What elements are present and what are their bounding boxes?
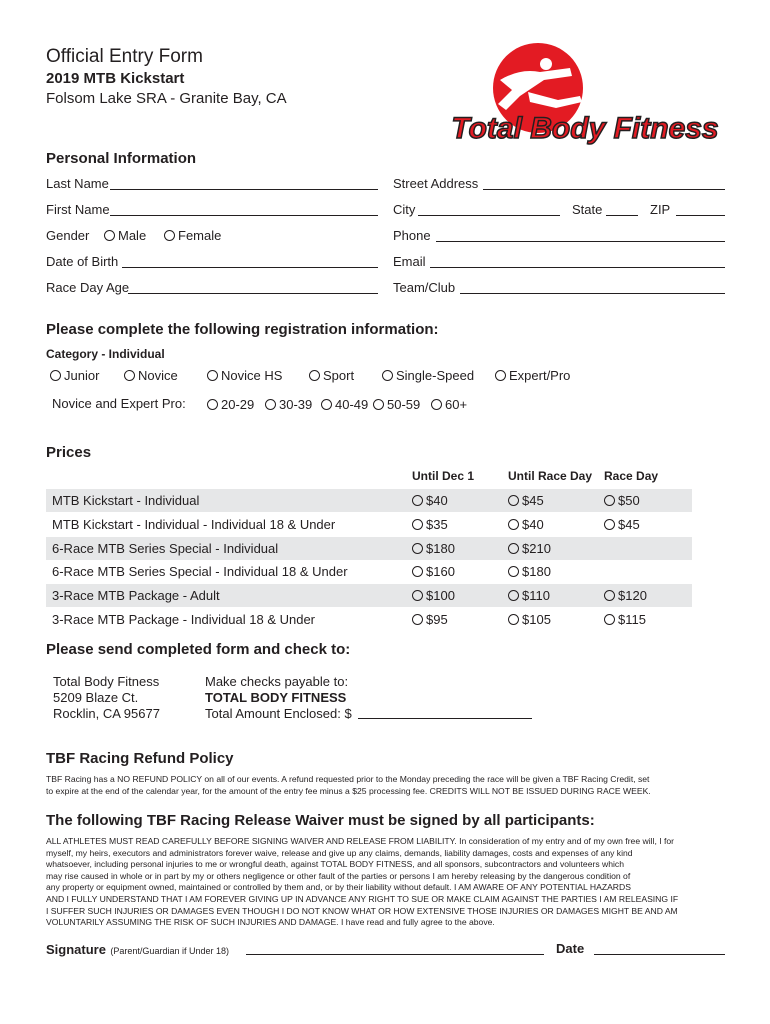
radio-icon[interactable] <box>604 590 615 601</box>
prices-heading: Prices <box>46 444 92 461</box>
price-option[interactable]: $45 <box>604 517 640 532</box>
price-option[interactable]: $50 <box>604 493 640 508</box>
radio-icon[interactable] <box>207 370 218 381</box>
radio-icon[interactable] <box>508 543 519 554</box>
mail-address: Total Body Fitness 5209 Blaze Ct. Rocklin, CA 95677 <box>53 674 160 721</box>
total-body-fitness-logo <box>440 40 730 150</box>
radio-icon[interactable] <box>104 230 115 241</box>
price-option[interactable]: $180 <box>412 541 455 556</box>
price-option[interactable]: $45 <box>508 493 544 508</box>
radio-icon[interactable] <box>309 370 320 381</box>
age-60-plus-option[interactable]: 60+ <box>431 397 467 412</box>
price-option[interactable]: $120 <box>604 588 647 603</box>
age-30-39-option[interactable]: 30-39 <box>265 397 312 412</box>
radio-icon[interactable] <box>412 519 423 530</box>
email-field[interactable] <box>430 267 725 268</box>
waiver-heading: The following TBF Racing Release Waiver must be signed by all participants: <box>46 812 595 829</box>
radio-icon[interactable] <box>508 566 519 577</box>
waiver-text: ALL ATHLETES MUST READ CAREFULLY BEFORE SIGNING WAIVER AND RELEASE FROM LIABILITY. In consideration of my entry and of my own free will, I for myself, my heirs, executors and administrators forever waive, release and give up any claims, demands, liability damages, costs and expenses of any kind whatsoever, including personal injuries to me or wrongful death, against TOTAL BODY FITNESS, and all sponsors, subcontractors and volunteers which may rise caused in whole or in part by my or others negligence or other fault of the parties or persons I am hereby releasing by the dangerous condition of any property or equipment owned, maintained or controlled by them and, or by their liability without default. I AM AWARE OF ANY POTENTIAL HAZARDS AND I FULLY UNDERSTAND THAT I AM FOREVER GIVING UP IN ADVANCE ANY RIGHT TO SUE OR MAKE CLAIM AGAINST THE PARTIES I AM RELEASING IF I SUFFER SUCH INJURIES OR DAMAGES EVEN THOUGH I DO NOT KNOW WHAT OR HOW EXTENSIVE THOSE INJURIES OR DAMAGES MIGHT BE AND AM VOLUNTARILY ASSUMING THE RISK OF SUCH INJURIES AND DAMAGE. I have read and fully agree to the above. <box>46 836 679 928</box>
date-label: Date <box>556 941 585 956</box>
radio-icon[interactable] <box>412 495 423 506</box>
price-option[interactable]: $95 <box>412 612 448 627</box>
dob-field[interactable] <box>122 267 378 268</box>
radio-icon[interactable] <box>412 543 423 554</box>
price-option[interactable]: $40 <box>508 517 544 532</box>
price-row: 6-Race MTB Series Special - Individual $180 $210 <box>46 537 692 560</box>
price-col-until-race-day: Until Race Day <box>508 469 593 483</box>
amount-enclosed-field[interactable] <box>358 718 532 719</box>
radio-icon[interactable] <box>604 495 615 506</box>
category-label: Category - Individual <box>46 347 165 361</box>
price-col-until-dec-1: Until Dec 1 <box>412 469 475 483</box>
logo-wordmark: Total Body Fitness <box>451 112 719 145</box>
age-40-49-option[interactable]: 40-49 <box>321 397 368 412</box>
race-day-age-label: Race Day Age <box>46 280 130 295</box>
first-name-field[interactable] <box>110 215 378 216</box>
age-50-59-option[interactable]: 50-59 <box>373 397 420 412</box>
radio-icon[interactable] <box>124 370 135 381</box>
phone-label: Phone <box>393 228 431 243</box>
radio-icon[interactable] <box>50 370 61 381</box>
radio-icon[interactable] <box>412 614 423 625</box>
city-label: City <box>393 202 416 217</box>
radio-icon[interactable] <box>412 566 423 577</box>
price-option[interactable]: $180 <box>508 564 551 579</box>
price-option[interactable]: $100 <box>412 588 455 603</box>
category-sport-option[interactable]: Sport <box>309 368 354 383</box>
event-name: 2019 MTB Kickstart <box>46 70 185 87</box>
gender-label: Gender <box>46 228 90 243</box>
refund-heading: TBF Racing Refund Policy <box>46 750 234 767</box>
price-row: 6-Race MTB Series Special - Individual 18 & Under $160 $180 <box>52 564 551 579</box>
date-field[interactable] <box>594 954 725 955</box>
price-row: MTB Kickstart - Individual - Individual 18 & Under $35 $40 $45 <box>52 517 640 532</box>
radio-icon[interactable] <box>508 495 519 506</box>
first-name-label: First Name <box>46 202 110 217</box>
radio-icon[interactable] <box>508 519 519 530</box>
radio-icon[interactable] <box>495 370 506 381</box>
price-option[interactable]: $40 <box>412 493 448 508</box>
price-option[interactable]: $105 <box>508 612 551 627</box>
phone-field[interactable] <box>436 241 725 242</box>
age-20-29-option[interactable]: 20-29 <box>207 397 254 412</box>
email-label: Email <box>393 254 426 269</box>
team-club-field[interactable] <box>460 293 725 294</box>
price-option[interactable]: $160 <box>412 564 455 579</box>
event-location: Folsom Lake SRA - Granite Bay, CA <box>46 90 287 107</box>
radio-icon[interactable] <box>382 370 393 381</box>
state-field[interactable] <box>606 215 638 216</box>
price-row: MTB Kickstart - Individual $40 $45 $50 <box>46 489 692 512</box>
zip-label: ZIP <box>650 202 671 217</box>
category-novice-hs-option[interactable]: Novice HS <box>207 368 282 383</box>
form-title: Official Entry Form <box>46 46 203 67</box>
street-address-label: Street Address <box>393 176 479 191</box>
radio-icon[interactable] <box>508 590 519 601</box>
radio-icon[interactable] <box>604 614 615 625</box>
zip-field[interactable] <box>676 215 725 216</box>
dob-label: Date of Birth <box>46 254 119 269</box>
radio-icon[interactable] <box>412 590 423 601</box>
price-option[interactable]: $210 <box>508 541 551 556</box>
state-label: State <box>572 202 603 217</box>
signature-field[interactable] <box>246 954 544 955</box>
radio-icon[interactable] <box>207 399 218 410</box>
category-expert-pro-option[interactable]: Expert/Pro <box>495 368 570 383</box>
category-junior-option[interactable]: Junior <box>50 368 99 383</box>
radio-icon[interactable] <box>431 399 442 410</box>
age-group-label: Novice and Expert Pro: <box>52 396 186 411</box>
last-name-field[interactable] <box>110 189 378 190</box>
category-single-speed-option[interactable]: Single-Speed <box>382 368 474 383</box>
personal-info-heading: Personal Information <box>46 150 197 167</box>
radio-icon[interactable] <box>508 614 519 625</box>
signature-label-group: Signature (Parent/Guardian if Under 18) <box>46 942 229 957</box>
radio-icon[interactable] <box>265 399 276 410</box>
price-option[interactable]: $115 <box>604 612 646 627</box>
payment-info: Make checks payable to: TOTAL BODY FITNESS Total Amount Enclosed: $ <box>205 674 352 721</box>
mail-heading: Please send completed form and check to: <box>46 641 351 658</box>
gender-female-option[interactable]: Female <box>164 228 221 243</box>
radio-icon[interactable] <box>164 230 175 241</box>
street-address-field[interactable] <box>483 189 725 190</box>
price-row: 3-Race MTB Package - Individual 18 & Under $95 $105 $115 <box>52 612 646 627</box>
price-option[interactable]: $35 <box>412 517 448 532</box>
team-club-label: Team/Club <box>393 280 456 295</box>
radio-icon[interactable] <box>604 519 615 530</box>
city-field[interactable] <box>418 215 560 216</box>
radio-icon[interactable] <box>373 399 384 410</box>
refund-text: TBF Racing has a NO REFUND POLICY on all of our events. A refund requested prior to the Monday preceding the race will be given a TBF Racing Credit, set to expire at the end of the calendar year, for the amount of the entry fee minus a $25 processing fee. CREDITS WILL NOT BE ISSUED DURING RACE WEEK. <box>46 774 651 796</box>
price-row: 3-Race MTB Package - Adult $100 $110 $120 <box>46 584 692 607</box>
gender-male-option[interactable]: Male <box>104 228 146 243</box>
price-col-race-day: Race Day <box>604 469 659 483</box>
radio-icon[interactable] <box>321 399 332 410</box>
last-name-label: Last Name <box>46 176 109 191</box>
registration-heading: Please complete the following registration information: <box>46 321 439 338</box>
category-novice-option[interactable]: Novice <box>124 368 178 383</box>
price-option[interactable]: $110 <box>508 588 550 603</box>
race-day-age-field[interactable] <box>128 293 378 294</box>
